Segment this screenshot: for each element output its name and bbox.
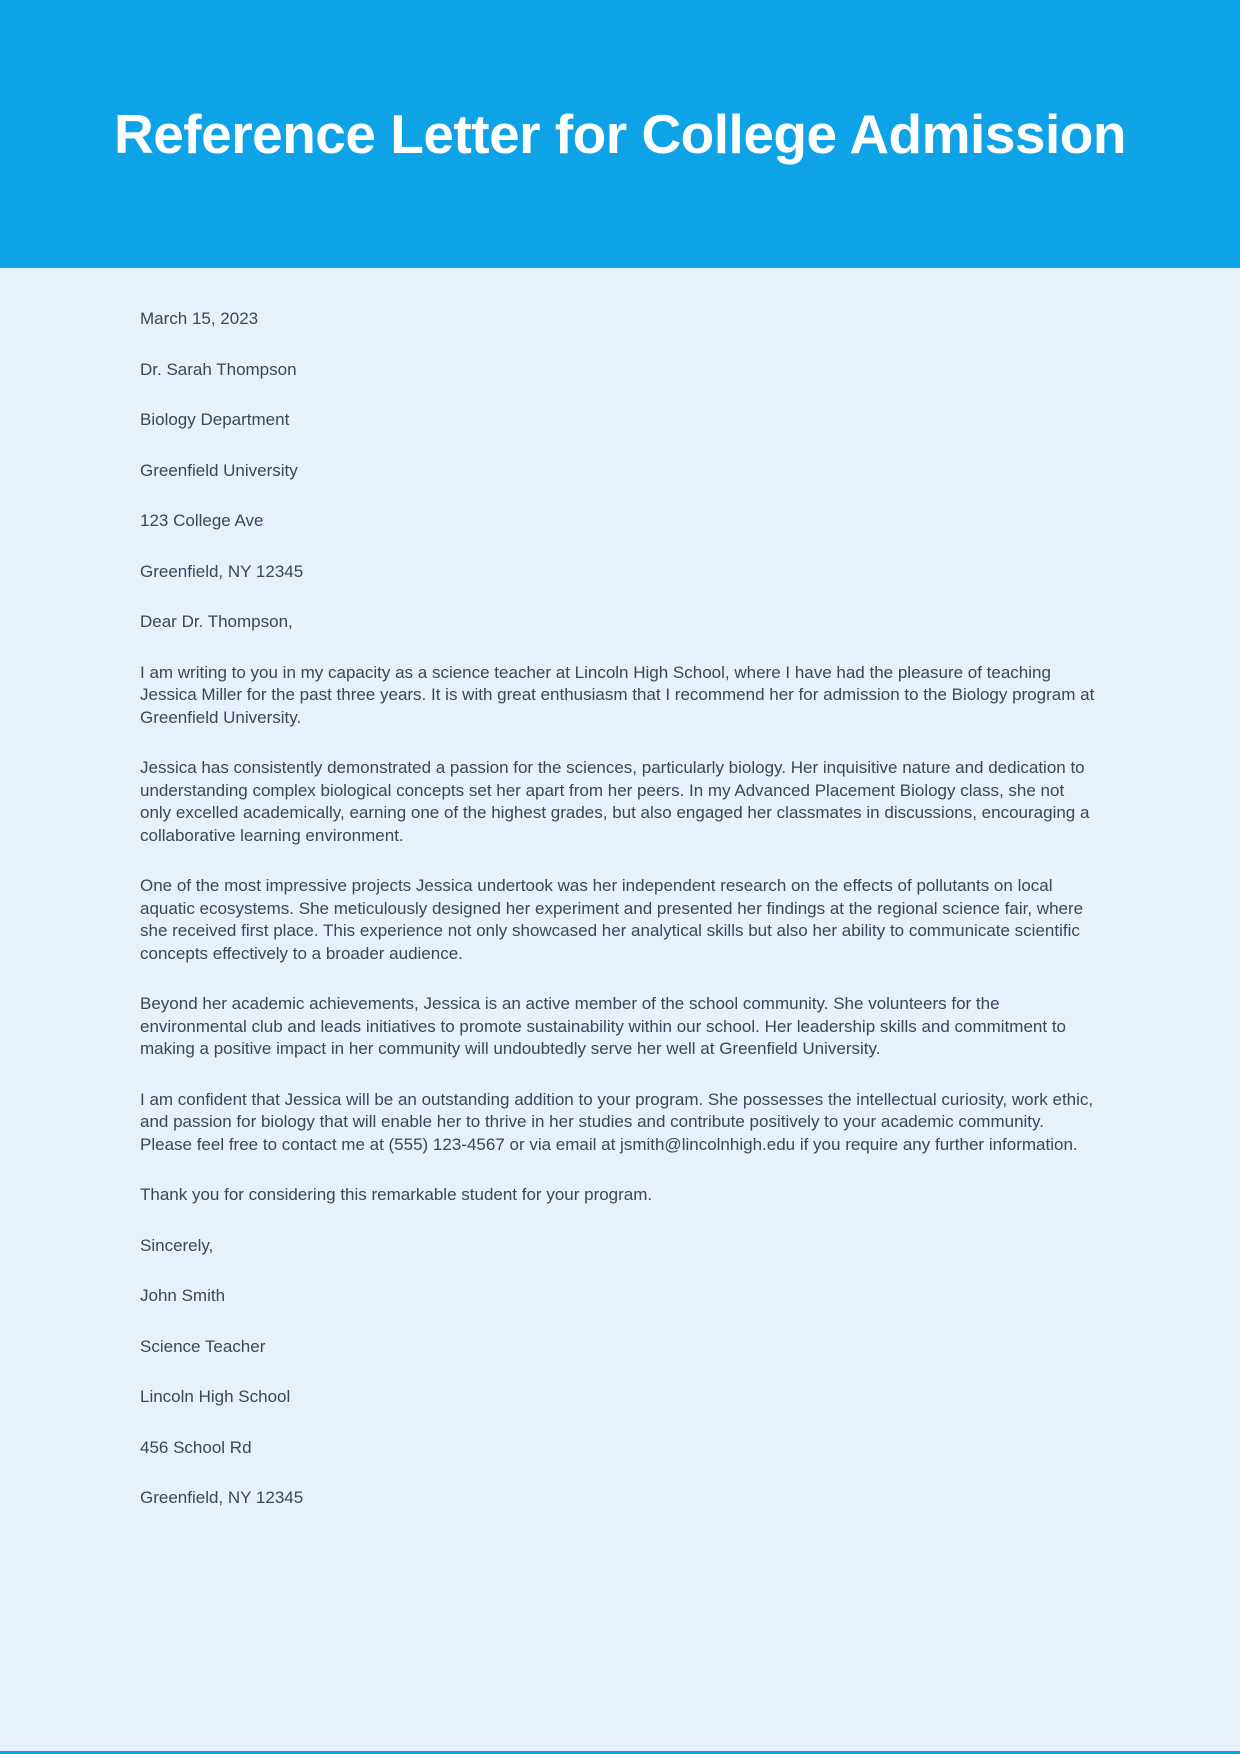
letter-date: March 15, 2023 xyxy=(140,309,259,328)
signature-city: Greenfield, NY 12345 xyxy=(140,1488,304,1507)
body-paragraph-1: I am writing to you in my capacity as a science teacher at Lincoln High School, where I have had the pleasure of teaching Jessica Miller for the past three years. It is with great enthusiasm that I recommend her for admission to the Biology program at Greenfield University. xyxy=(140,662,1095,727)
letter-content xyxy=(0,268,1240,1510)
recipient-city: Greenfield, NY 12345 xyxy=(140,561,304,581)
body-paragraph-3: One of the most impressive projects Jessica undertook was her independent research on the effects of pollutants on local aquatic ecosystems. She meticulously designed her experiment and presented her findings at the regional science fair, where she received first place. This experience not only showcased her analytical skills but also her ability to communicate scientific concepts effectively to a broader audience. xyxy=(140,876,1084,963)
signature-name: John Smith xyxy=(140,1286,226,1305)
signature-street: 456 School Rd xyxy=(140,1437,252,1457)
signature-school: Lincoln High School xyxy=(140,1387,291,1406)
salutation: Dear Dr. Thompson, xyxy=(140,612,293,631)
page-title: Reference Letter for College Admission xyxy=(114,103,1126,165)
recipient-street: 123 College Ave xyxy=(140,511,264,530)
signature-role: Science Teacher xyxy=(140,1336,266,1356)
header-banner xyxy=(0,0,1240,268)
body-paragraph-2: Jessica has consistently demonstrated a passion for the sciences, particularly biology. Her inquisitive nature and dedication to understanding complex biological concepts set her apart from her peers. In my Advanced Placement Biology class, she not only excelled academically, earning one of the highest grades, but also engaged her classmates in discussions, encouraging a collaborative learning environment. xyxy=(140,758,1090,845)
body-paragraph-4: Beyond her academic achievements, Jessica is an active member of the school community. She volunteers for the environmental club and leads initiatives to promote sustainability within our school. Her leadership skills and commitment to making a positive impact in her community will undoubtedly serve her well at Greenfield University. xyxy=(140,994,1067,1058)
body-paragraph-5: I am confident that Jessica will be an outstanding addition to your program. She possesses the intellectual curiosity, work ethic, and passion for biology that will enable her to thrive in her studies and contribute positively to your academic community. Please feel free to contact me at (555) 123-4567 or via email at jsmith@lincolnhigh.edu if you require any further information. xyxy=(140,1089,1094,1154)
recipient-institution: Greenfield University xyxy=(140,460,298,480)
closing: Sincerely, xyxy=(140,1235,214,1255)
body-paragraph-6: Thank you for considering this remarkable student for your program. xyxy=(140,1185,653,1204)
recipient-department: Biology Department xyxy=(140,410,290,429)
recipient-name: Dr. Sarah Thompson xyxy=(140,359,297,379)
